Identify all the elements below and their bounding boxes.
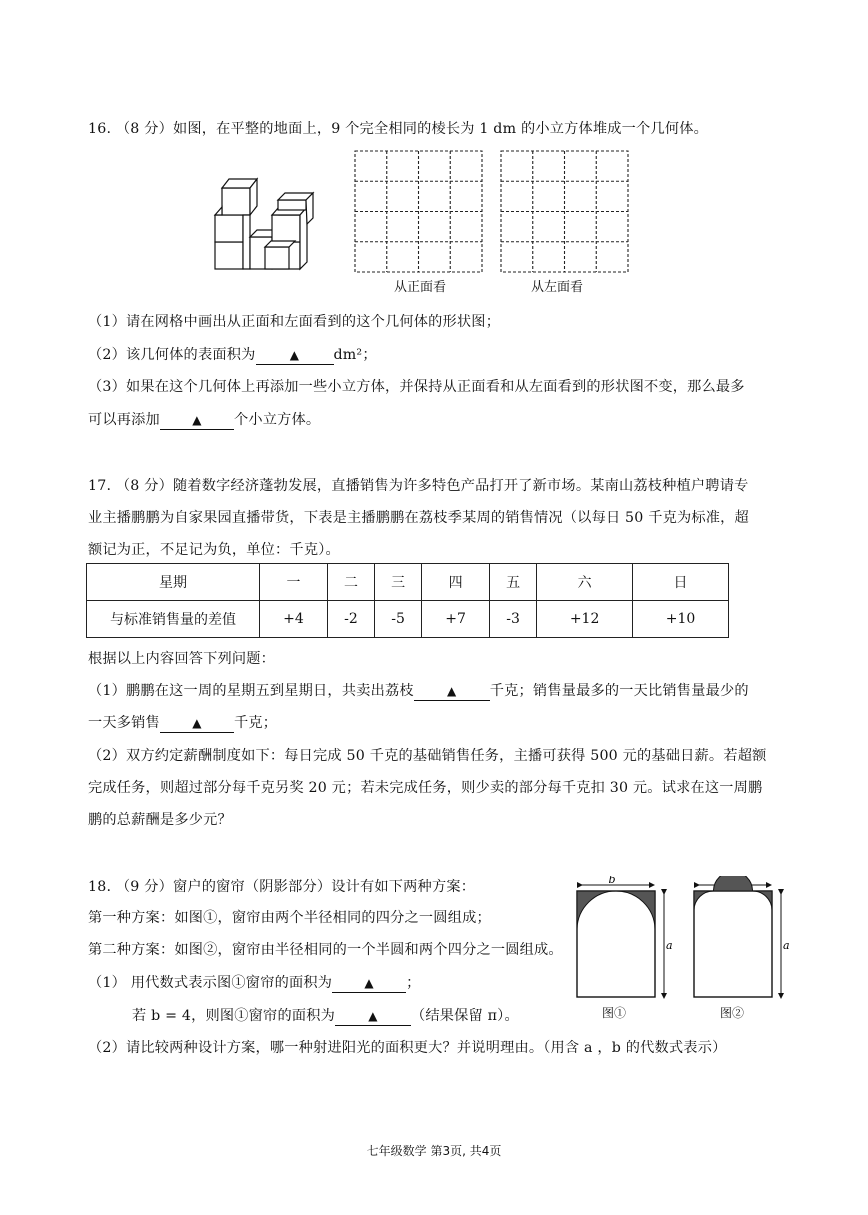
table-cell: -3	[490, 601, 537, 638]
label-b: b	[608, 876, 616, 886]
window-figure-1	[572, 876, 676, 1001]
q16-part1: （1）请在网格中画出从正面和左面看到的这个几何体的形状图；	[88, 314, 501, 330]
q16-part3-text-end: 个小立方体。	[233, 412, 321, 428]
blank-mark-icon: ▲	[447, 684, 457, 698]
q16-part2-text: （2）该几何体的表面积为	[88, 347, 256, 363]
q16-part3-line1: （3）如果在这个几何体上再添加一些小立方体，并保持从正面看和从左面看到的形状图不变，那么最多	[88, 379, 745, 395]
q18-part1-text-c: 若 b = 4，则图①窗帘的面积为	[132, 1008, 335, 1024]
q17-part2-line1: （2）双方约定薪酬制度如下：每日完成 50 千克的基础销售任务，主播可获得 500 元的基础日薪。若超额	[88, 748, 767, 764]
left-view-label: 从左面看	[531, 280, 584, 295]
page-footer: 七年级数学 第3页, 共4页	[366, 1144, 502, 1158]
q16-part2	[88, 344, 377, 365]
label-a: a	[666, 939, 673, 952]
left-view-grid[interactable]	[500, 150, 630, 274]
table-header-weekday: 星期	[87, 564, 260, 601]
q16-part3-text: 可以再添加	[88, 412, 160, 428]
q16-stem: 16. （8 分）如图，在平整的地面上，9 个完全相同的棱长为 1 dm 的小立方体堆成一个几何体。	[88, 121, 708, 137]
table-cell: +12	[537, 601, 633, 638]
table-cell: 五	[490, 564, 537, 601]
q17-part1-text-b: 千克；销售量最多的一天比销售量最少的	[489, 683, 749, 699]
q18-stem: 18. （9 分）窗户的窗帘（阴影部分）设计有如下两种方案：	[88, 879, 476, 895]
front-view-grid[interactable]	[354, 150, 484, 274]
q17-part1-text-c: 一天多销售	[88, 715, 160, 731]
table-row	[87, 564, 729, 601]
table-cell: 四	[422, 564, 490, 601]
q17-answer-blank-total[interactable]	[414, 683, 490, 701]
fig2-caption: 图②	[720, 1006, 745, 1020]
blank-mark-icon: ▲	[192, 413, 202, 427]
q18-answer-blank-area-value[interactable]	[335, 1008, 411, 1026]
table-cell: +4	[260, 601, 328, 638]
q17-stem-line2: 业主播鹏鹏为自家果园直播带货，下表是主播鹏鹏在荔枝季某周的销售情况（以每日 50 千克为标准，超	[88, 510, 749, 526]
q16-answer-blank-surface-area[interactable]	[256, 347, 334, 365]
blank-mark-icon: ▲	[192, 716, 202, 730]
q17-part1-line2	[88, 712, 277, 733]
table-cell: +10	[633, 601, 729, 638]
front-view-label: 从正面看	[394, 280, 447, 295]
sales-table	[86, 563, 729, 638]
q18-part1-text-d: （结果保留 π）。	[411, 1008, 519, 1024]
q18-part1-line1	[88, 972, 421, 993]
window-figure-2	[689, 876, 793, 1001]
q17-answer-blank-difference[interactable]	[160, 715, 234, 733]
fig1-caption: 图①	[602, 1006, 627, 1020]
table-cell: 一	[260, 564, 328, 601]
table-cell: 二	[327, 564, 374, 601]
q16-answer-blank-cubes[interactable]	[160, 412, 234, 430]
blank-mark-icon: ▲	[289, 348, 300, 362]
q18-part1-text-b: ；	[406, 975, 421, 991]
q18-plan2: 第二种方案：如图②，窗帘由半径相同的一个半圆和两个四分之一圆组成。	[88, 942, 563, 958]
table-header-difference: 与标准销售量的差值	[87, 601, 260, 638]
table-cell: 六	[537, 564, 633, 601]
blank-mark-icon: ▲	[364, 976, 374, 990]
q18-part1-text: （1） 用代数式表示图①窗帘的面积为	[88, 975, 333, 991]
q18-plan1: 第一种方案：如图①，窗帘由两个半径相同的四分之一圆组成；	[88, 910, 491, 926]
label-a: a	[783, 939, 790, 952]
q17-part1-text-d: 千克；	[233, 715, 278, 731]
blank-mark-icon: ▲	[368, 1009, 378, 1023]
q18-part2: （2）请比较两种设计方案，哪一种射进阳光的面积更大？并说明理由。（用含 a ，b 的代数式表示）	[88, 1040, 727, 1056]
table-cell: 三	[375, 564, 422, 601]
q18-answer-blank-area-expression[interactable]	[332, 975, 406, 993]
q17-part2-line3: 鹏的总薪酬是多少元？	[88, 812, 232, 828]
q17-stem-line1: 17. （8 分）随着数字经济蓬勃发展，直播销售为许多特色产品打开了新市场。某南山荔枝种植户聘请专	[88, 478, 749, 494]
q17-stem-line3: 额记为正，不足记为负，单位：千克）。	[88, 542, 340, 558]
q17-intro: 根据以上内容回答下列问题：	[88, 651, 276, 667]
q16-part3-line2	[88, 409, 320, 430]
table-row	[87, 601, 729, 638]
q17-part2-line2: 完成任务，则超过部分每千克另奖 20 元；若未完成任务，则少卖的部分每千克扣 30 元。试求在这一周鹏	[88, 780, 763, 796]
q18-part1-line2	[132, 1005, 519, 1026]
q17-part1-line1	[88, 680, 749, 701]
table-cell: -5	[375, 601, 422, 638]
cube-stack-figure	[210, 174, 320, 274]
table-cell: 日	[633, 564, 729, 601]
table-cell: +7	[422, 601, 490, 638]
q17-part1-text: （1）鹏鹏在这一周的星期五到星期日，共卖出荔枝	[88, 683, 414, 699]
q16-part2-unit: dm²；	[333, 347, 377, 363]
table-cell: -2	[327, 601, 374, 638]
